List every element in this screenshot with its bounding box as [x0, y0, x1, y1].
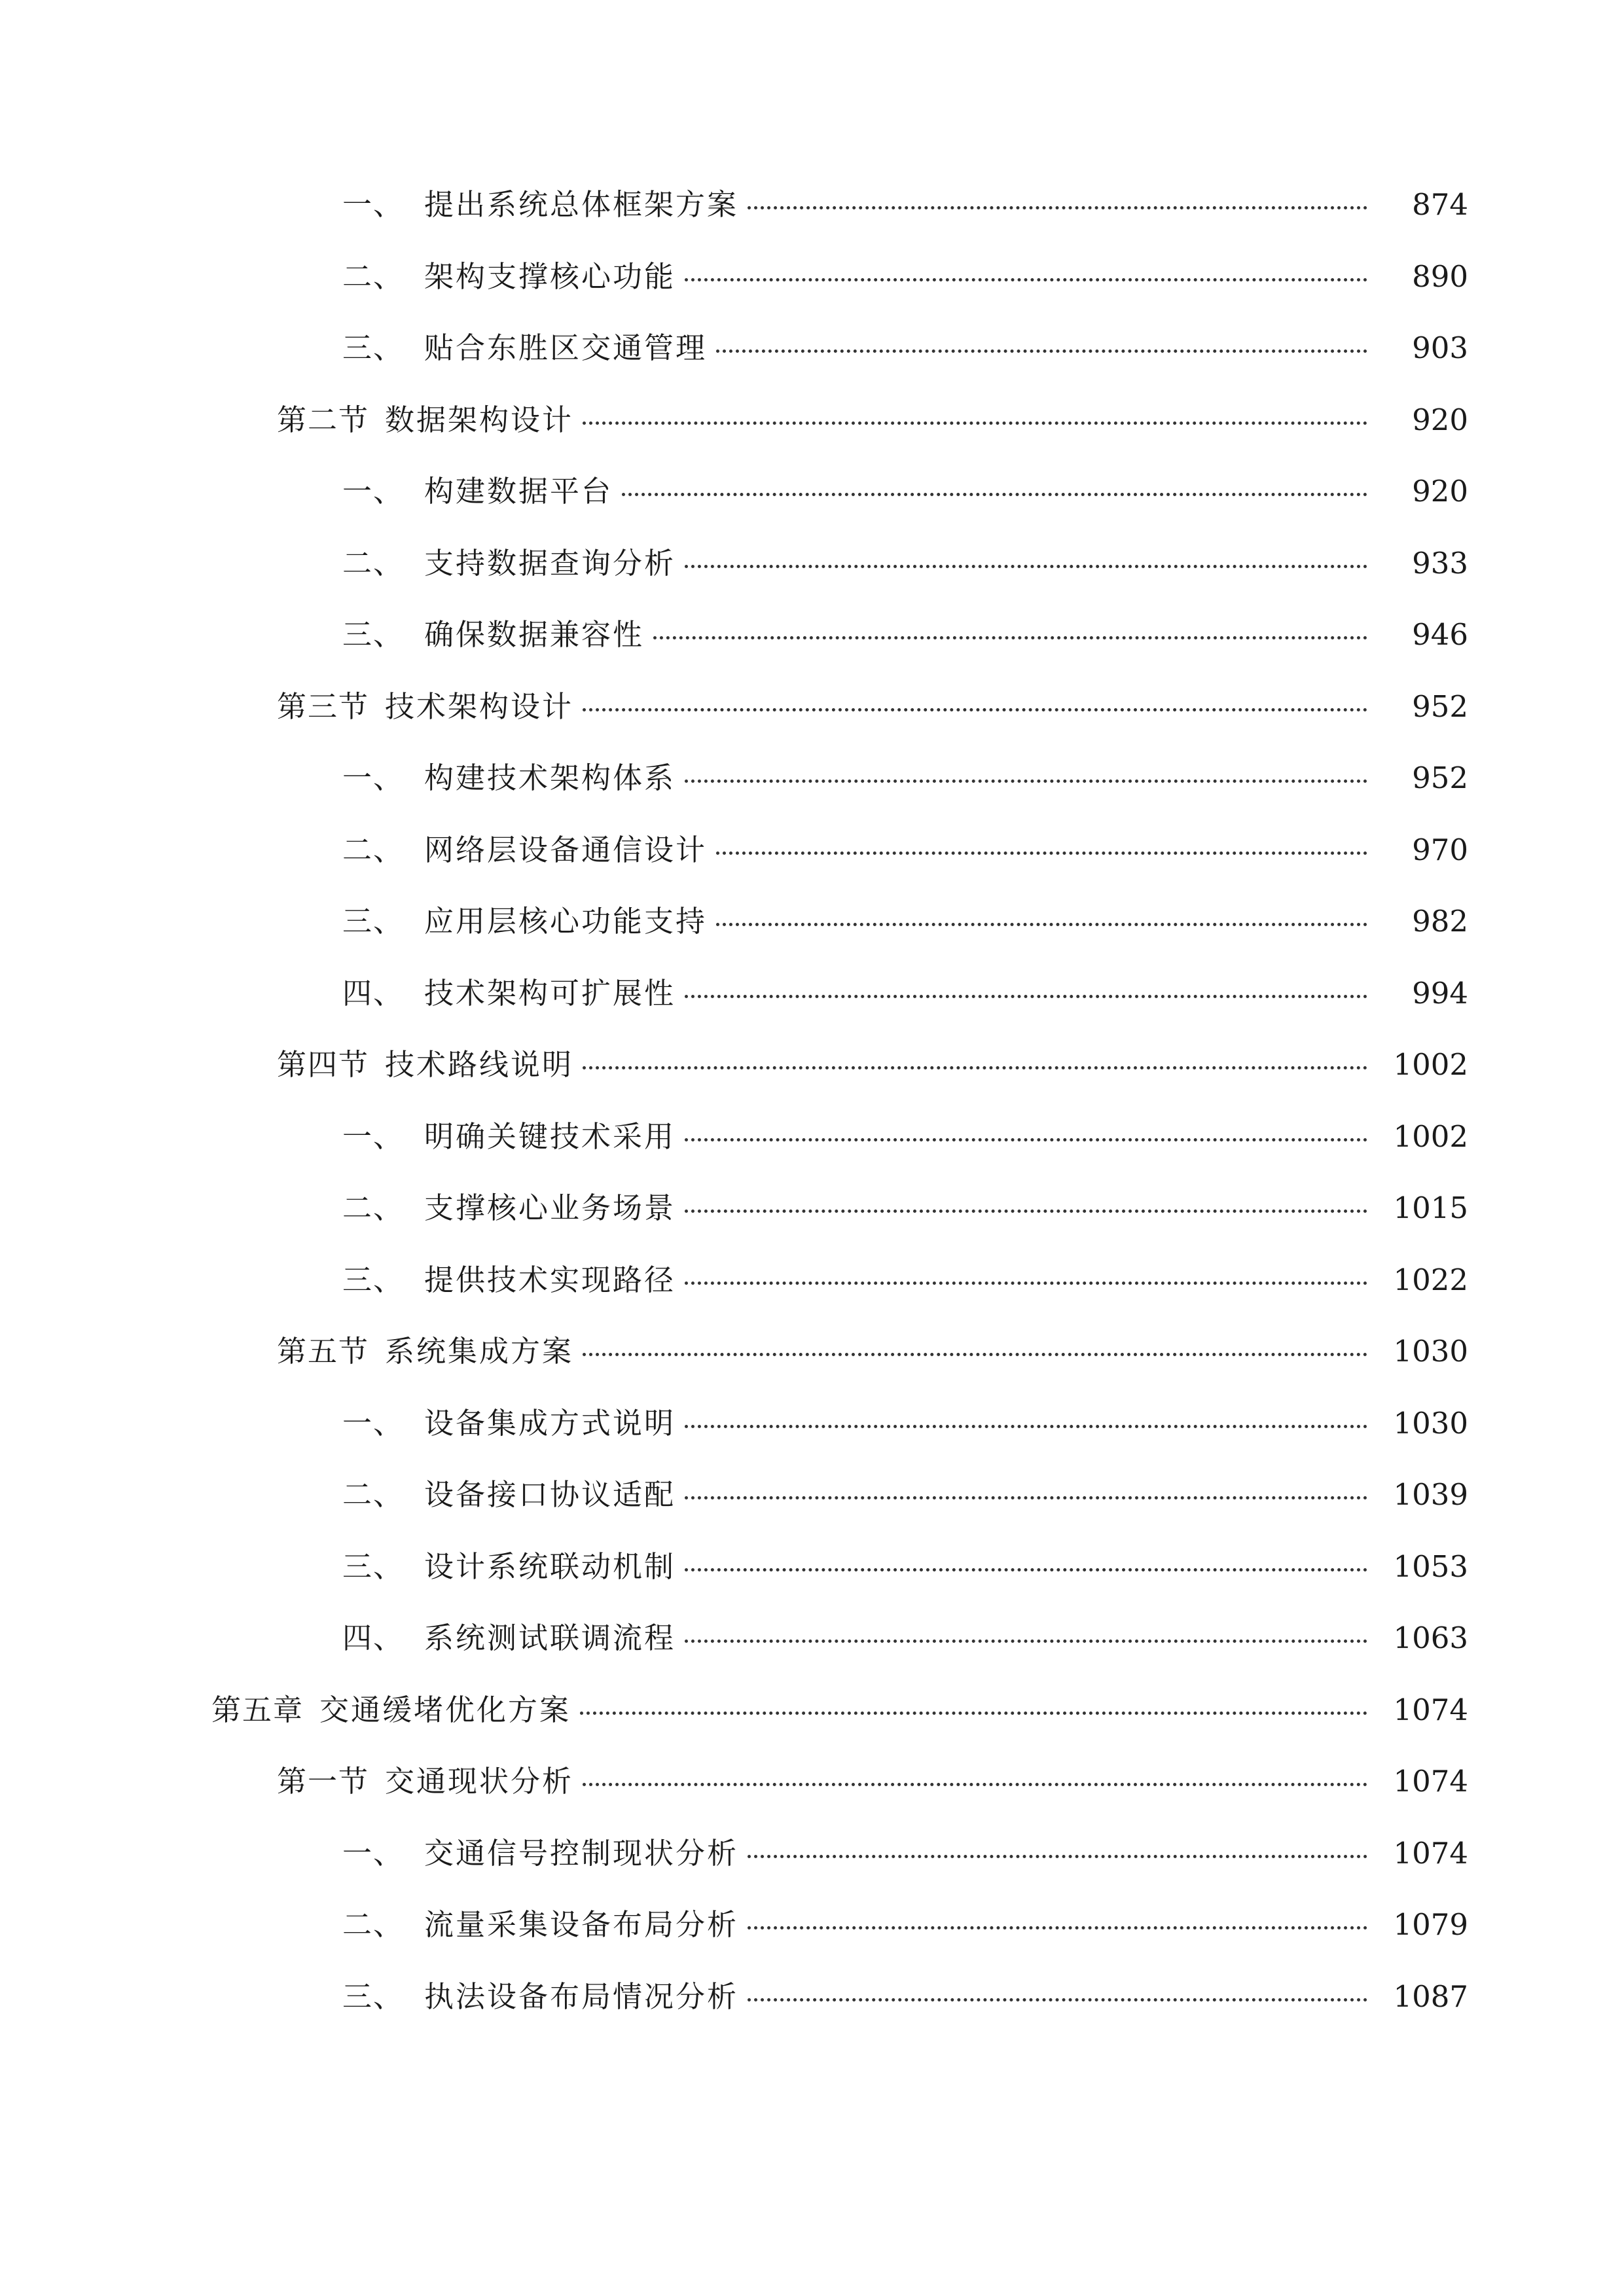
toc-dot-leader — [583, 1066, 1367, 1069]
toc-dot-leader — [685, 278, 1367, 281]
toc-entry-number: 一、 — [342, 761, 405, 795]
toc-entry-item[interactable] — [0, 1405, 1624, 1480]
toc-entry-chapter[interactable] — [0, 1692, 1624, 1767]
toc-page-number: 952 — [1412, 689, 1468, 724]
toc-entry-item[interactable] — [0, 1979, 1624, 2054]
toc-entry-title: 技术架构设计 — [385, 689, 574, 724]
toc-dot-leader — [685, 1282, 1367, 1285]
toc-dot-leader — [685, 1496, 1367, 1499]
toc-entry-section[interactable] — [0, 1047, 1624, 1122]
toc-entry-number: 一、 — [342, 474, 405, 509]
toc-entry-section[interactable] — [0, 1336, 1624, 1408]
toc-dot-leader — [748, 1926, 1367, 1929]
toc-page-number: 1053 — [1393, 1549, 1468, 1584]
toc-entry-title: 构建技术架构体系 — [424, 761, 676, 795]
toc-entry-title: 支持数据查询分析 — [424, 545, 676, 581]
toc-entry-item[interactable] — [0, 617, 1624, 692]
toc-dot-leader — [583, 1353, 1367, 1356]
toc-entry-section[interactable] — [0, 1764, 1624, 1839]
toc-entry-number: 一、 — [342, 1405, 405, 1441]
toc-dot-leader — [685, 1640, 1367, 1643]
toc-entry-number: 一、 — [342, 187, 405, 222]
toc-page-number: 1002 — [1393, 1047, 1468, 1082]
toc-dot-leader — [583, 708, 1367, 711]
toc-entry-number: 第二节 — [277, 402, 370, 437]
toc-entry-title: 构建数据平台 — [424, 474, 613, 509]
toc-entry-title: 交通现状分析 — [385, 1764, 574, 1799]
toc-entry-item[interactable] — [0, 1835, 1624, 1910]
toc-entry-item[interactable] — [0, 333, 1624, 405]
toc-entry-number: 二、 — [342, 545, 405, 581]
toc-entry-title: 交通信号控制现状分析 — [424, 1835, 739, 1871]
toc-dot-leader — [685, 1138, 1367, 1141]
toc-entry-item[interactable] — [0, 906, 1624, 978]
toc-entry-item[interactable] — [0, 1907, 1624, 1982]
toc-page-number: 1002 — [1393, 1119, 1468, 1154]
toc-page-number: 1030 — [1393, 1334, 1468, 1369]
toc-entry-number: 第五章 — [211, 1692, 304, 1727]
toc-entry-title: 确保数据兼容性 — [424, 617, 645, 652]
toc-page-number: 1074 — [1393, 1692, 1468, 1727]
toc-page-number: 920 — [1412, 402, 1468, 437]
toc-entry-title: 贴合东胜区交通管理 — [424, 331, 708, 365]
toc-dot-leader — [685, 1568, 1367, 1571]
toc-entry-number: 一、 — [342, 1835, 405, 1871]
toc-dot-leader — [716, 350, 1367, 353]
toc-entry-number: 四、 — [342, 975, 405, 1011]
toc-dot-leader — [685, 1425, 1367, 1428]
toc-entry-item[interactable] — [0, 259, 1624, 334]
toc-page-number: 970 — [1412, 832, 1468, 867]
toc-entry-title: 数据架构设计 — [385, 402, 574, 437]
toc-entry-section[interactable] — [0, 402, 1624, 477]
toc-entry-item[interactable] — [0, 1193, 1624, 1265]
toc-entry-title: 执法设备布局情况分析 — [424, 1979, 739, 2014]
toc-entry-title: 提出系统总体框架方案 — [424, 187, 739, 222]
toc-dot-leader — [685, 565, 1367, 568]
toc-dot-leader — [685, 995, 1367, 998]
toc-page-number: 1074 — [1393, 1764, 1468, 1799]
toc-entry-title: 流量采集设备布局分析 — [424, 1907, 739, 1942]
toc-entry-title: 交通缓堵优化方案 — [319, 1692, 571, 1727]
toc-entry-number: 二、 — [342, 1191, 405, 1225]
toc-page-number: 982 — [1412, 904, 1468, 939]
toc-entry-number: 三、 — [342, 1262, 405, 1297]
toc-entry-item[interactable] — [0, 975, 1624, 1050]
toc-entry-item[interactable] — [0, 832, 1624, 907]
toc-entry-item[interactable] — [0, 1477, 1624, 1552]
toc-entry-item[interactable] — [0, 545, 1624, 620]
toc-entry-number: 第四节 — [277, 1047, 370, 1082]
toc-entry-number: 第五节 — [277, 1334, 370, 1369]
toc-entry-title: 系统集成方案 — [385, 1334, 574, 1369]
toc-entry-number: 二、 — [342, 832, 405, 867]
toc-page-number: 952 — [1412, 761, 1468, 795]
toc-entry-title: 提供技术实现路径 — [424, 1262, 676, 1297]
toc-page-number: 903 — [1412, 331, 1468, 365]
toc-dot-leader — [685, 1210, 1367, 1213]
toc-entry-item[interactable] — [0, 1623, 1624, 1695]
toc-page-number: 1074 — [1393, 1835, 1468, 1871]
toc-entry-number: 第三节 — [277, 689, 370, 724]
toc-dot-leader — [580, 1712, 1367, 1715]
toc-entry-number: 第一节 — [277, 1764, 370, 1799]
toc-entry-title: 应用层核心功能支持 — [424, 904, 708, 939]
toc-entry-item[interactable] — [0, 763, 1624, 835]
toc-dot-leader — [685, 780, 1367, 783]
toc-dot-leader — [653, 636, 1367, 639]
toc-entry-number: 二、 — [342, 259, 405, 294]
toc-page-number: 1015 — [1393, 1191, 1468, 1225]
toc-entry-title: 支撑核心业务场景 — [424, 1191, 676, 1225]
toc-page-number: 920 — [1412, 474, 1468, 509]
toc-page-number: 994 — [1412, 975, 1468, 1011]
toc-entry-item[interactable] — [0, 1119, 1624, 1194]
toc-entry-title: 技术路线说明 — [385, 1047, 574, 1082]
toc-page-number: 1079 — [1393, 1907, 1468, 1942]
toc-page-number: 874 — [1412, 187, 1468, 222]
toc-entry-section[interactable] — [0, 689, 1624, 764]
toc-entry-title: 架构支撑核心功能 — [424, 259, 676, 294]
toc-page-number: 1087 — [1393, 1979, 1468, 2014]
toc-dot-leader — [748, 1998, 1367, 2001]
toc-page-number: 1022 — [1393, 1262, 1468, 1297]
toc-entry-title: 网络层设备通信设计 — [424, 832, 708, 867]
toc-page-number: 1030 — [1393, 1405, 1468, 1441]
toc-entry-number: 四、 — [342, 1621, 405, 1655]
toc-entry-title: 系统测试联调流程 — [424, 1621, 676, 1655]
toc-entry-number: 三、 — [342, 1549, 405, 1584]
toc-dot-leader — [583, 1783, 1367, 1786]
toc-entry-number: 三、 — [342, 904, 405, 939]
toc-dot-leader — [748, 206, 1367, 209]
toc-entry-item[interactable] — [0, 1262, 1624, 1337]
toc-page-number: 1039 — [1393, 1477, 1468, 1512]
toc-page-number: 890 — [1412, 259, 1468, 294]
toc-dot-leader — [748, 1855, 1367, 1858]
table-of-contents — [0, 187, 1624, 2053]
toc-entry-item[interactable] — [0, 476, 1624, 548]
toc-dot-leader — [583, 422, 1367, 425]
toc-dot-leader — [716, 923, 1367, 926]
toc-entry-title: 设计系统联动机制 — [424, 1549, 676, 1584]
toc-page-number: 1063 — [1393, 1621, 1468, 1655]
toc-entry-number: 一、 — [342, 1119, 405, 1154]
toc-entry-title: 明确关键技术采用 — [424, 1119, 676, 1154]
toc-entry-number: 三、 — [342, 1979, 405, 2014]
toc-page-number: 946 — [1412, 617, 1468, 652]
toc-entry-title: 设备接口协议适配 — [424, 1477, 676, 1512]
toc-entry-title: 技术架构可扩展性 — [424, 975, 676, 1011]
toc-page-number: 933 — [1412, 545, 1468, 581]
toc-entry-title: 设备集成方式说明 — [424, 1405, 676, 1441]
toc-dot-leader — [622, 493, 1367, 496]
toc-dot-leader — [716, 852, 1367, 855]
toc-entry-number: 三、 — [342, 331, 405, 365]
toc-entry-number: 三、 — [342, 617, 405, 652]
toc-entry-item[interactable] — [0, 1549, 1624, 1624]
toc-entry-number: 二、 — [342, 1907, 405, 1942]
toc-entry-item[interactable] — [0, 187, 1624, 262]
toc-entry-number: 二、 — [342, 1477, 405, 1512]
